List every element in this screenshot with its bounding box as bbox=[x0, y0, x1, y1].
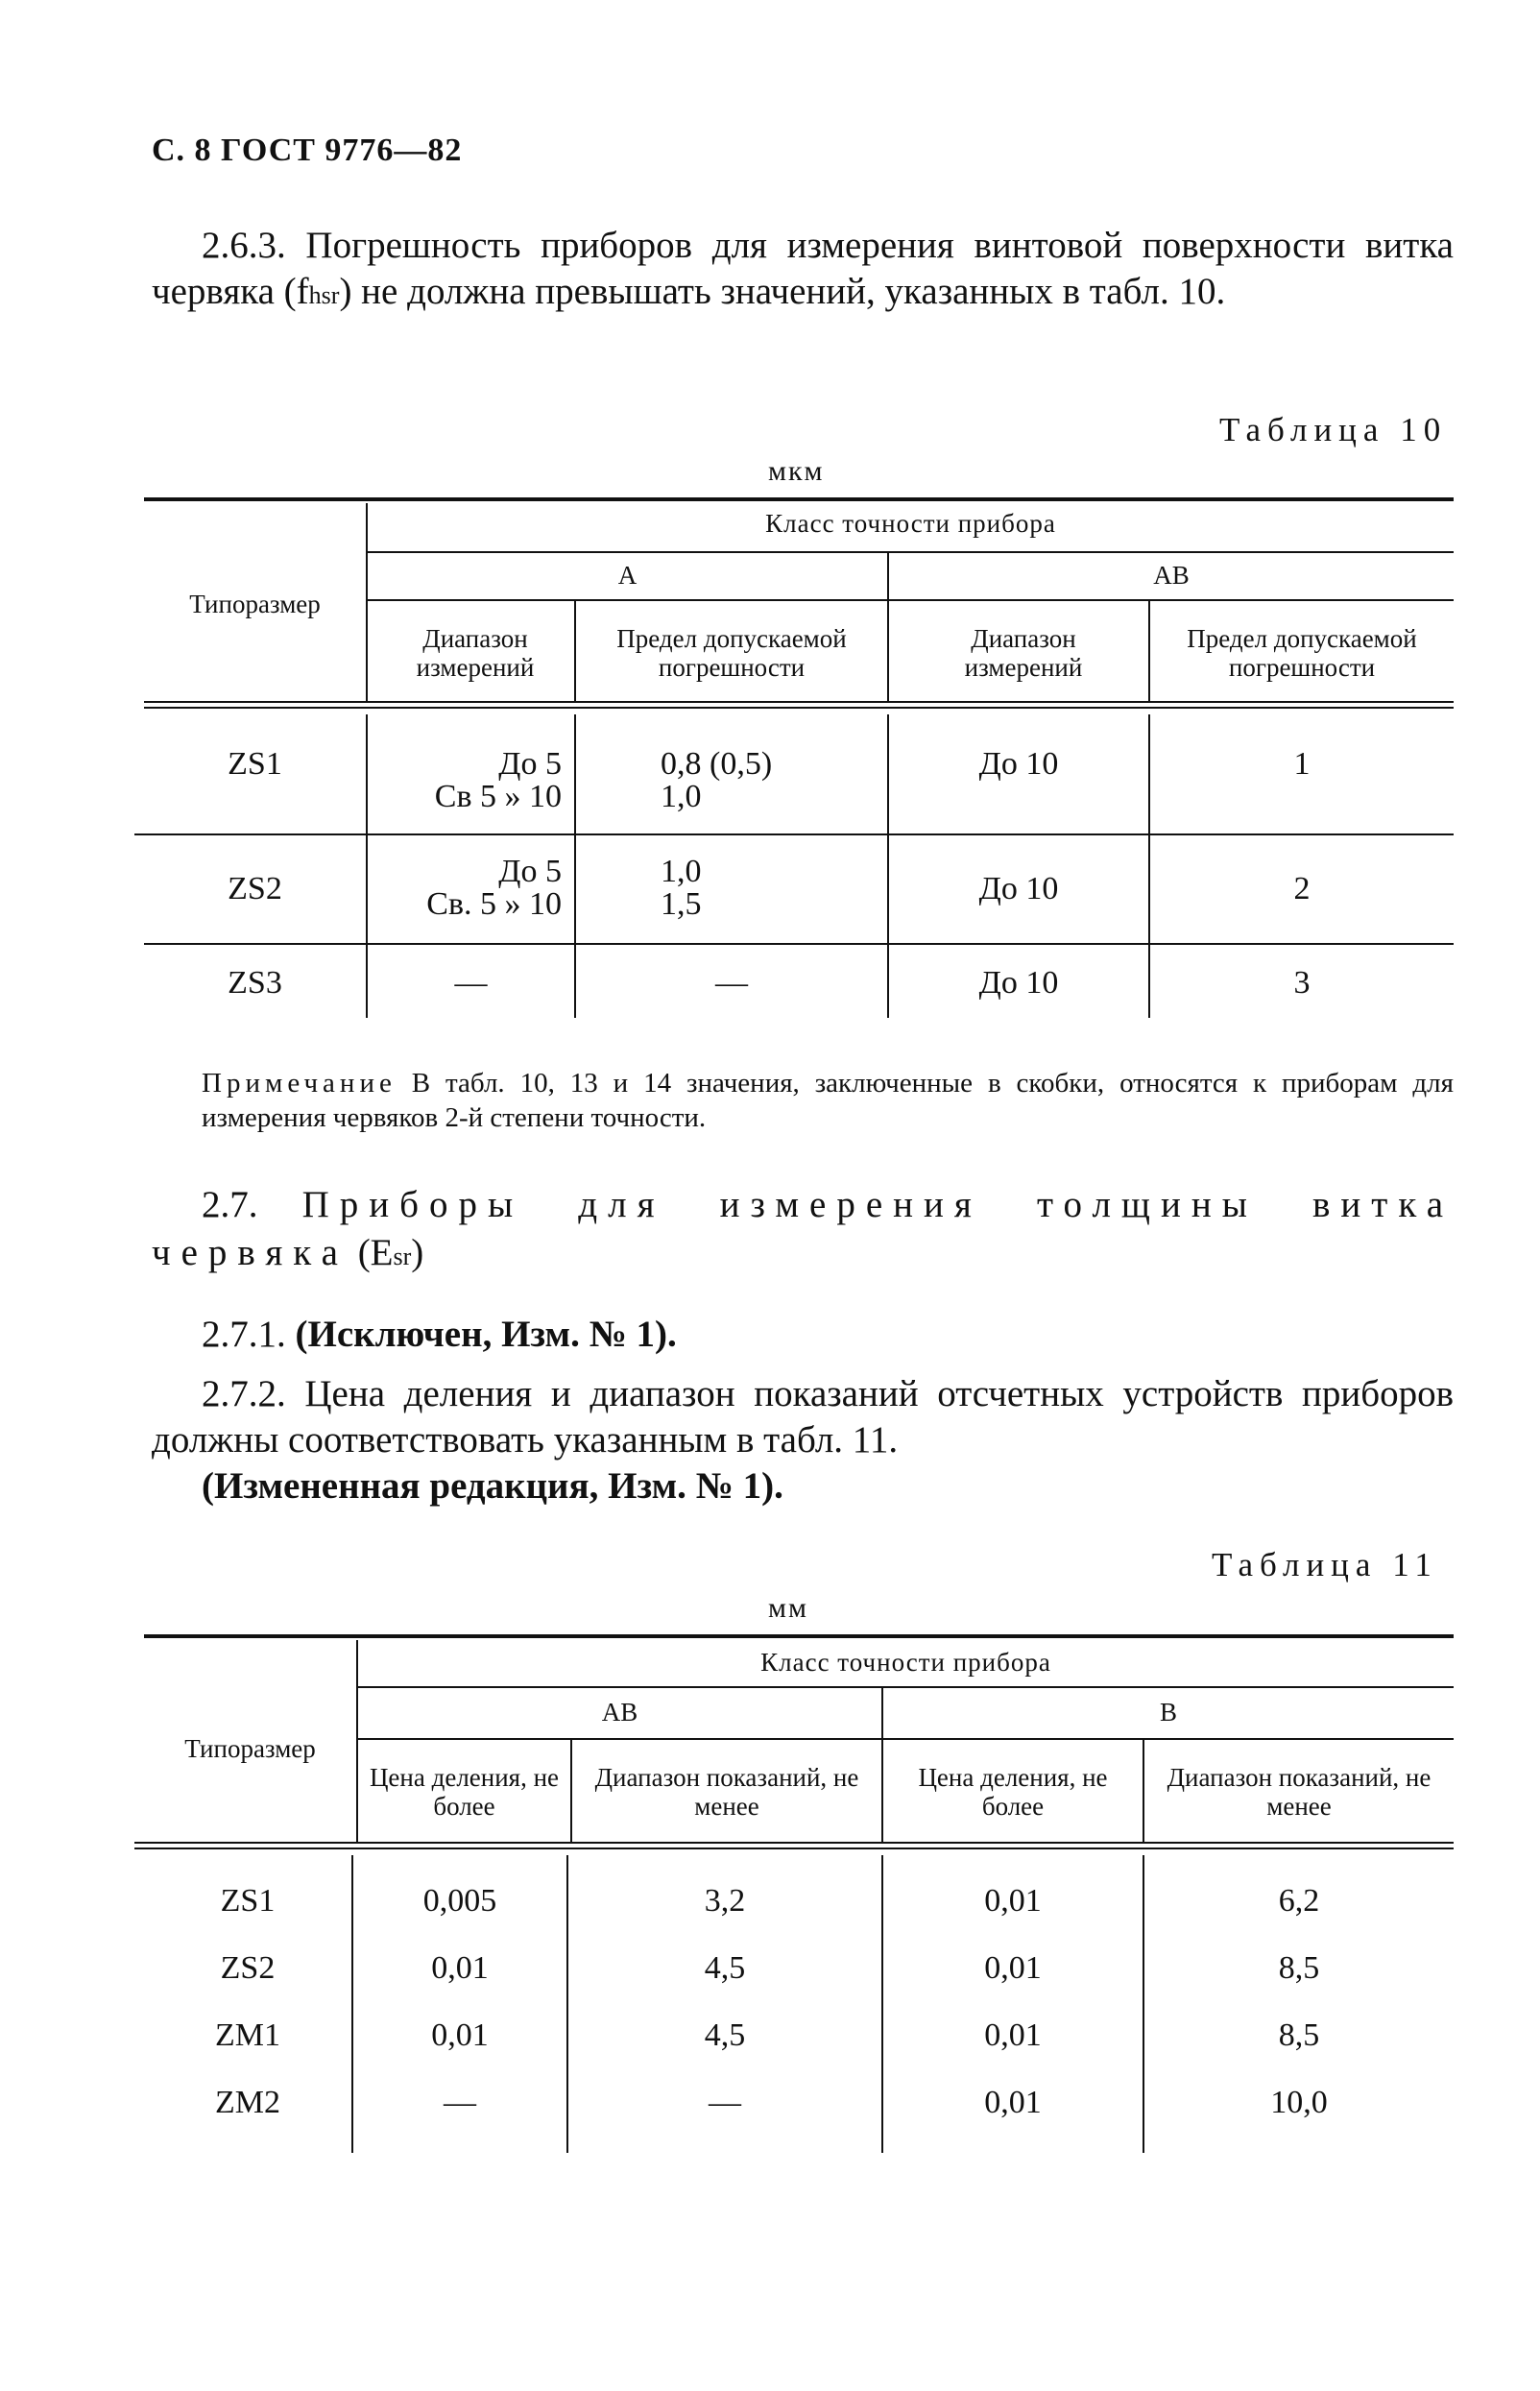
paragraph-text: (Исключен, Изм. № 1). bbox=[295, 1314, 677, 1355]
table-cell: 0,8 (0,5) bbox=[661, 746, 773, 782]
table-cell: 3,2 bbox=[704, 1883, 746, 1919]
paragraph-text: Цена деления и диапазон показаний отсчетных устройств приборов должны соответствовать указанным в табл. 11. bbox=[152, 1373, 1454, 1461]
table-cell: До 10 bbox=[978, 871, 1059, 906]
table-cell: 0,01 bbox=[984, 2085, 1042, 2120]
symbol: ) bbox=[411, 1232, 424, 1273]
table-cell: Св. 5 » 10 bbox=[426, 886, 562, 922]
div-header-b: Цена деления, не более bbox=[918, 1763, 1108, 1821]
subscript: hsr bbox=[308, 281, 340, 309]
col-class-header: Класс точности прибора bbox=[760, 1648, 1051, 1677]
table-cell: 1,5 bbox=[661, 886, 702, 922]
paragraph-text: Погрешность приборов для измерения винтовой поверхности витка червяка (f bbox=[152, 225, 1454, 312]
limit-header-ab: Предел допускаемой погрешности bbox=[1187, 624, 1417, 682]
table-cell: 8,5 bbox=[1278, 2017, 1320, 2053]
paragraph-2-7-2 bbox=[152, 1371, 1454, 1509]
table-cell: 1,0 bbox=[661, 854, 702, 889]
table-10-unit: мкм bbox=[768, 455, 825, 487]
paragraph-number: 2.7.2. bbox=[202, 1373, 286, 1414]
class-ab-header: АВ bbox=[1153, 561, 1190, 590]
table-cell: 10,0 bbox=[1270, 2085, 1328, 2120]
table-row-type: ZS1 bbox=[228, 746, 282, 782]
table-cell: 0,01 bbox=[431, 2017, 489, 2053]
section-title: Приборы для измерения толщины витка червяка bbox=[152, 1184, 1455, 1273]
symbol: (E bbox=[357, 1232, 394, 1273]
table-11-unit: мм bbox=[768, 1592, 808, 1624]
section-number: 2.7. bbox=[202, 1184, 258, 1225]
table-row-type: ZM2 bbox=[215, 2085, 280, 2120]
table-row-type: ZS2 bbox=[220, 1950, 276, 1986]
paragraph-number: 2.6.3. bbox=[202, 225, 286, 266]
table-cell: — bbox=[715, 965, 748, 1001]
range-header-ab: Диапазон измерений bbox=[964, 624, 1083, 682]
table-row-type: ZS1 bbox=[220, 1883, 276, 1919]
col-type-header: Типоразмер bbox=[189, 590, 321, 618]
paragraph-2-7-1 bbox=[152, 1312, 1454, 1358]
section-2-7-heading bbox=[152, 1181, 1454, 1281]
table-cell: — bbox=[454, 965, 488, 1001]
page-header: С. 8 ГОСТ 9776—82 bbox=[152, 133, 463, 168]
table-cell: 0,005 bbox=[422, 1883, 497, 1919]
table-cell: 0,01 bbox=[984, 1950, 1042, 1986]
col-class-header: Класс точности прибора bbox=[765, 509, 1056, 538]
table-cell: 2 bbox=[1293, 871, 1311, 906]
table-cell: 3 bbox=[1293, 965, 1311, 1001]
table-cell: 0,01 bbox=[984, 1883, 1042, 1919]
table-cell: 8,5 bbox=[1278, 1950, 1320, 1986]
table-cell: Св 5 » 10 bbox=[434, 779, 562, 814]
table-row-type: ZS3 bbox=[228, 965, 282, 1001]
table-row-type: ZS2 bbox=[228, 871, 282, 906]
note-text: В табл. 10, 13 и 14 значения, заключенные в скобки, относятся к приборам для измерения червяков 2-й степени точности. bbox=[202, 1068, 1454, 1133]
class-b-header: В bbox=[1159, 1698, 1177, 1727]
table-10-caption: Таблица 10 bbox=[1219, 411, 1448, 448]
table-cell: До 10 bbox=[978, 965, 1059, 1001]
range-header-a: Диапазон измерений bbox=[416, 624, 535, 682]
table-11-caption: Таблица 11 bbox=[1212, 1546, 1438, 1583]
table-cell: 0,01 bbox=[431, 1950, 489, 1986]
col-type-header: Типоразмер bbox=[184, 1734, 316, 1763]
paragraph-2-6-3 bbox=[152, 223, 1454, 319]
paragraph-text: ) не должна превышать значений, указанных в табл. 10. bbox=[339, 271, 1226, 312]
table-row-type: ZM1 bbox=[215, 2017, 280, 2053]
table-cell: До 5 bbox=[498, 854, 562, 889]
limit-header-a: Предел допускаемой погрешности bbox=[616, 624, 847, 682]
table-cell: 4,5 bbox=[704, 1950, 746, 1986]
class-ab-header: АВ bbox=[601, 1698, 638, 1727]
table-cell: — bbox=[444, 2085, 476, 2120]
range-header-ab: Диапазон показаний, не менее bbox=[594, 1763, 859, 1821]
table-note bbox=[202, 1066, 1454, 1135]
table-cell: 1,0 bbox=[661, 779, 702, 814]
table-cell: До 10 bbox=[978, 746, 1059, 782]
table-cell: 6,2 bbox=[1278, 1883, 1320, 1919]
amendment-note: (Измененная редакция, Изм. № 1). bbox=[202, 1465, 783, 1507]
range-header-b: Диапазон показаний, не менее bbox=[1167, 1763, 1432, 1821]
table-cell: До 5 bbox=[498, 746, 562, 782]
table-cell: 4,5 bbox=[704, 2017, 746, 2053]
paragraph-number: 2.7.1. bbox=[202, 1314, 286, 1355]
table-cell: 1 bbox=[1293, 746, 1311, 782]
subscript: sr bbox=[393, 1243, 412, 1270]
class-a-header: А bbox=[617, 561, 638, 590]
table-cell: 0,01 bbox=[984, 2017, 1042, 2053]
div-header-ab: Цена деления, не более bbox=[369, 1763, 560, 1821]
table-cell: — bbox=[709, 2085, 741, 2120]
note-label: Примечание bbox=[202, 1068, 397, 1099]
